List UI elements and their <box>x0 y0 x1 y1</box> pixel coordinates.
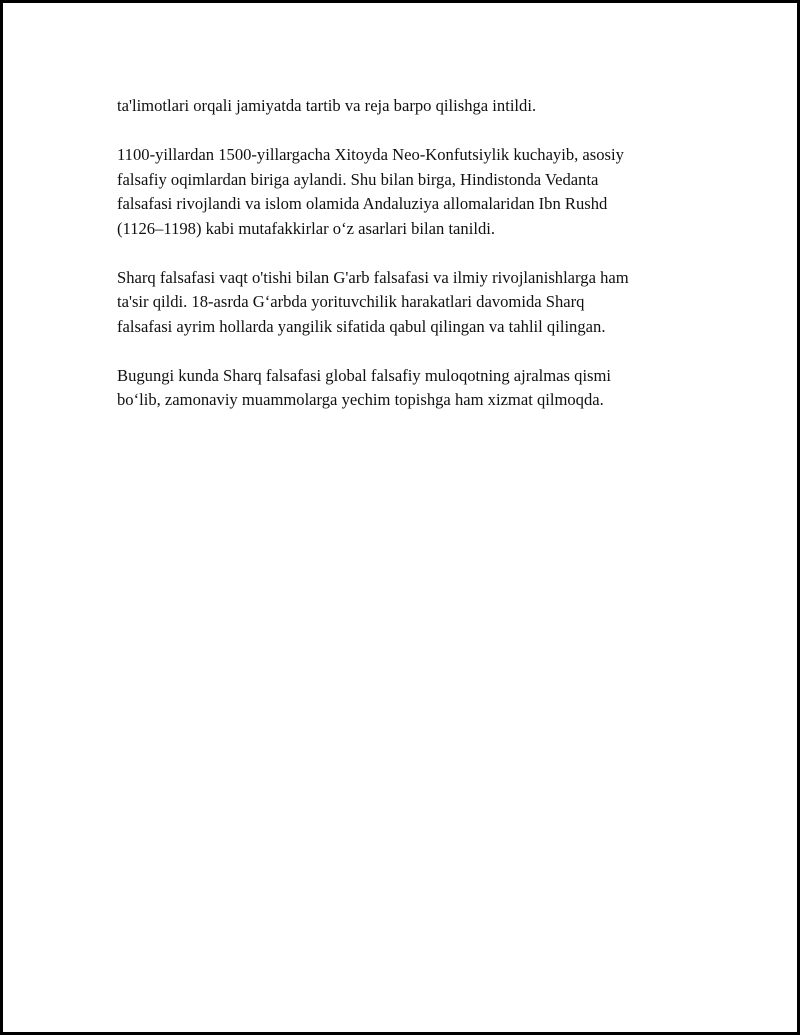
text-line: 1100-yillardan 1500-yillargacha Xitoyda Neo-Konfutsiylik kuchayib, asosiy <box>117 145 624 164</box>
paragraph <box>117 94 702 119</box>
text-line: ta'sir qildi. 18-asrda G‘arbda yorituvchilik harakatlari davomida Sharq <box>117 292 585 311</box>
text-line: (1126–1198) kabi mutafakkirlar o‘z asarlari bilan tanildi. <box>117 218 495 238</box>
text-line: falsafasi ayrim hollarda yangilik sifatida qabul qilingan va tahlil qilingan. <box>117 316 606 336</box>
text-line: ta'limotlari orqali jamiyatda tartib va reja barpo qilishga intildi. <box>117 96 537 115</box>
text-line: Bugungi kunda Sharq falsafasi global falsafiy muloqotning ajralmas qismi <box>117 365 612 385</box>
text-line: falsafiy oqimlardan biriga aylandi. Shu bilan birga, Hindistonda Vedanta <box>117 169 599 189</box>
document-body <box>117 94 702 437</box>
paragraph <box>117 143 702 241</box>
text-line: Sharq falsafasi vaqt o'tishi bilan G'arb falsafasi va ilmiy rivojlanishlarga ham <box>117 267 629 287</box>
text-line: bo‘lib, zamonaviy muammolarga yechim topishga ham xizmat qilmoqda. <box>117 390 604 409</box>
paragraph <box>117 364 702 413</box>
paragraph <box>117 266 702 340</box>
text-line: falsafasi rivojlandi va islom olamida Andaluziya allomalaridan Ibn Rushd <box>117 194 608 213</box>
